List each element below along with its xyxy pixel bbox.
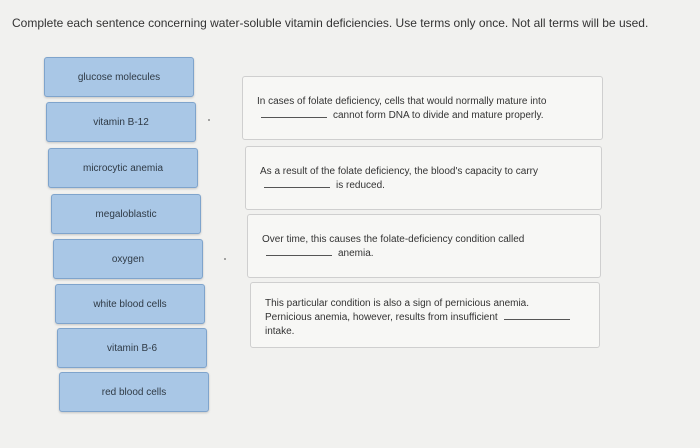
sentence-4-text: This particular condition is also a sign of pernicious anemia.	[265, 298, 530, 309]
instructions-text: Complete each sentence concerning water-soluble vitamin deficiencies. Use terms only once. Not all terms will be used.	[12, 16, 649, 30]
sentence-box-3[interactable]	[247, 214, 601, 278]
term-vitamin-b6[interactable]: vitamin B-6	[57, 328, 207, 368]
sentence-1-continuation: cannot form DNA to divide and mature properly.	[333, 110, 544, 121]
sentence-4-line3: intake.	[265, 326, 295, 337]
term-microcytic-anemia[interactable]: microcytic anemia	[48, 148, 198, 188]
sentence-4-line2: Pernicious anemia, however, results from insufficient	[265, 312, 498, 323]
answer-blank-2[interactable]	[264, 179, 330, 188]
decorative-dot	[224, 258, 226, 260]
answer-blank-1[interactable]	[261, 109, 327, 118]
sentence-box-1[interactable]	[242, 76, 603, 140]
sentence-box-4[interactable]	[250, 282, 600, 348]
term-vitamin-b12[interactable]: vitamin B-12	[46, 102, 196, 142]
decorative-dot	[208, 119, 210, 121]
sentence-box-2[interactable]	[245, 146, 602, 210]
sentence-2-text: As a result of the folate deficiency, the blood's capacity to carry	[260, 166, 538, 177]
term-oxygen[interactable]: oxygen	[53, 239, 203, 279]
term-megaloblastic[interactable]: megaloblastic	[51, 194, 201, 234]
answer-blank-4[interactable]	[504, 311, 570, 320]
sentence-1-text: In cases of folate deficiency, cells that would normally mature into	[257, 96, 547, 107]
sentence-3-text: Over time, this causes the folate-deficiency condition called	[262, 234, 525, 245]
sentence-3-continuation: anemia.	[338, 248, 374, 259]
answer-blank-3[interactable]	[266, 247, 332, 256]
sentence-2-continuation: is reduced.	[336, 180, 385, 191]
term-red-blood-cells[interactable]: red blood cells	[59, 372, 209, 412]
term-white-blood-cells[interactable]: white blood cells	[55, 284, 205, 324]
term-glucose-molecules[interactable]: glucose molecules	[44, 57, 194, 97]
